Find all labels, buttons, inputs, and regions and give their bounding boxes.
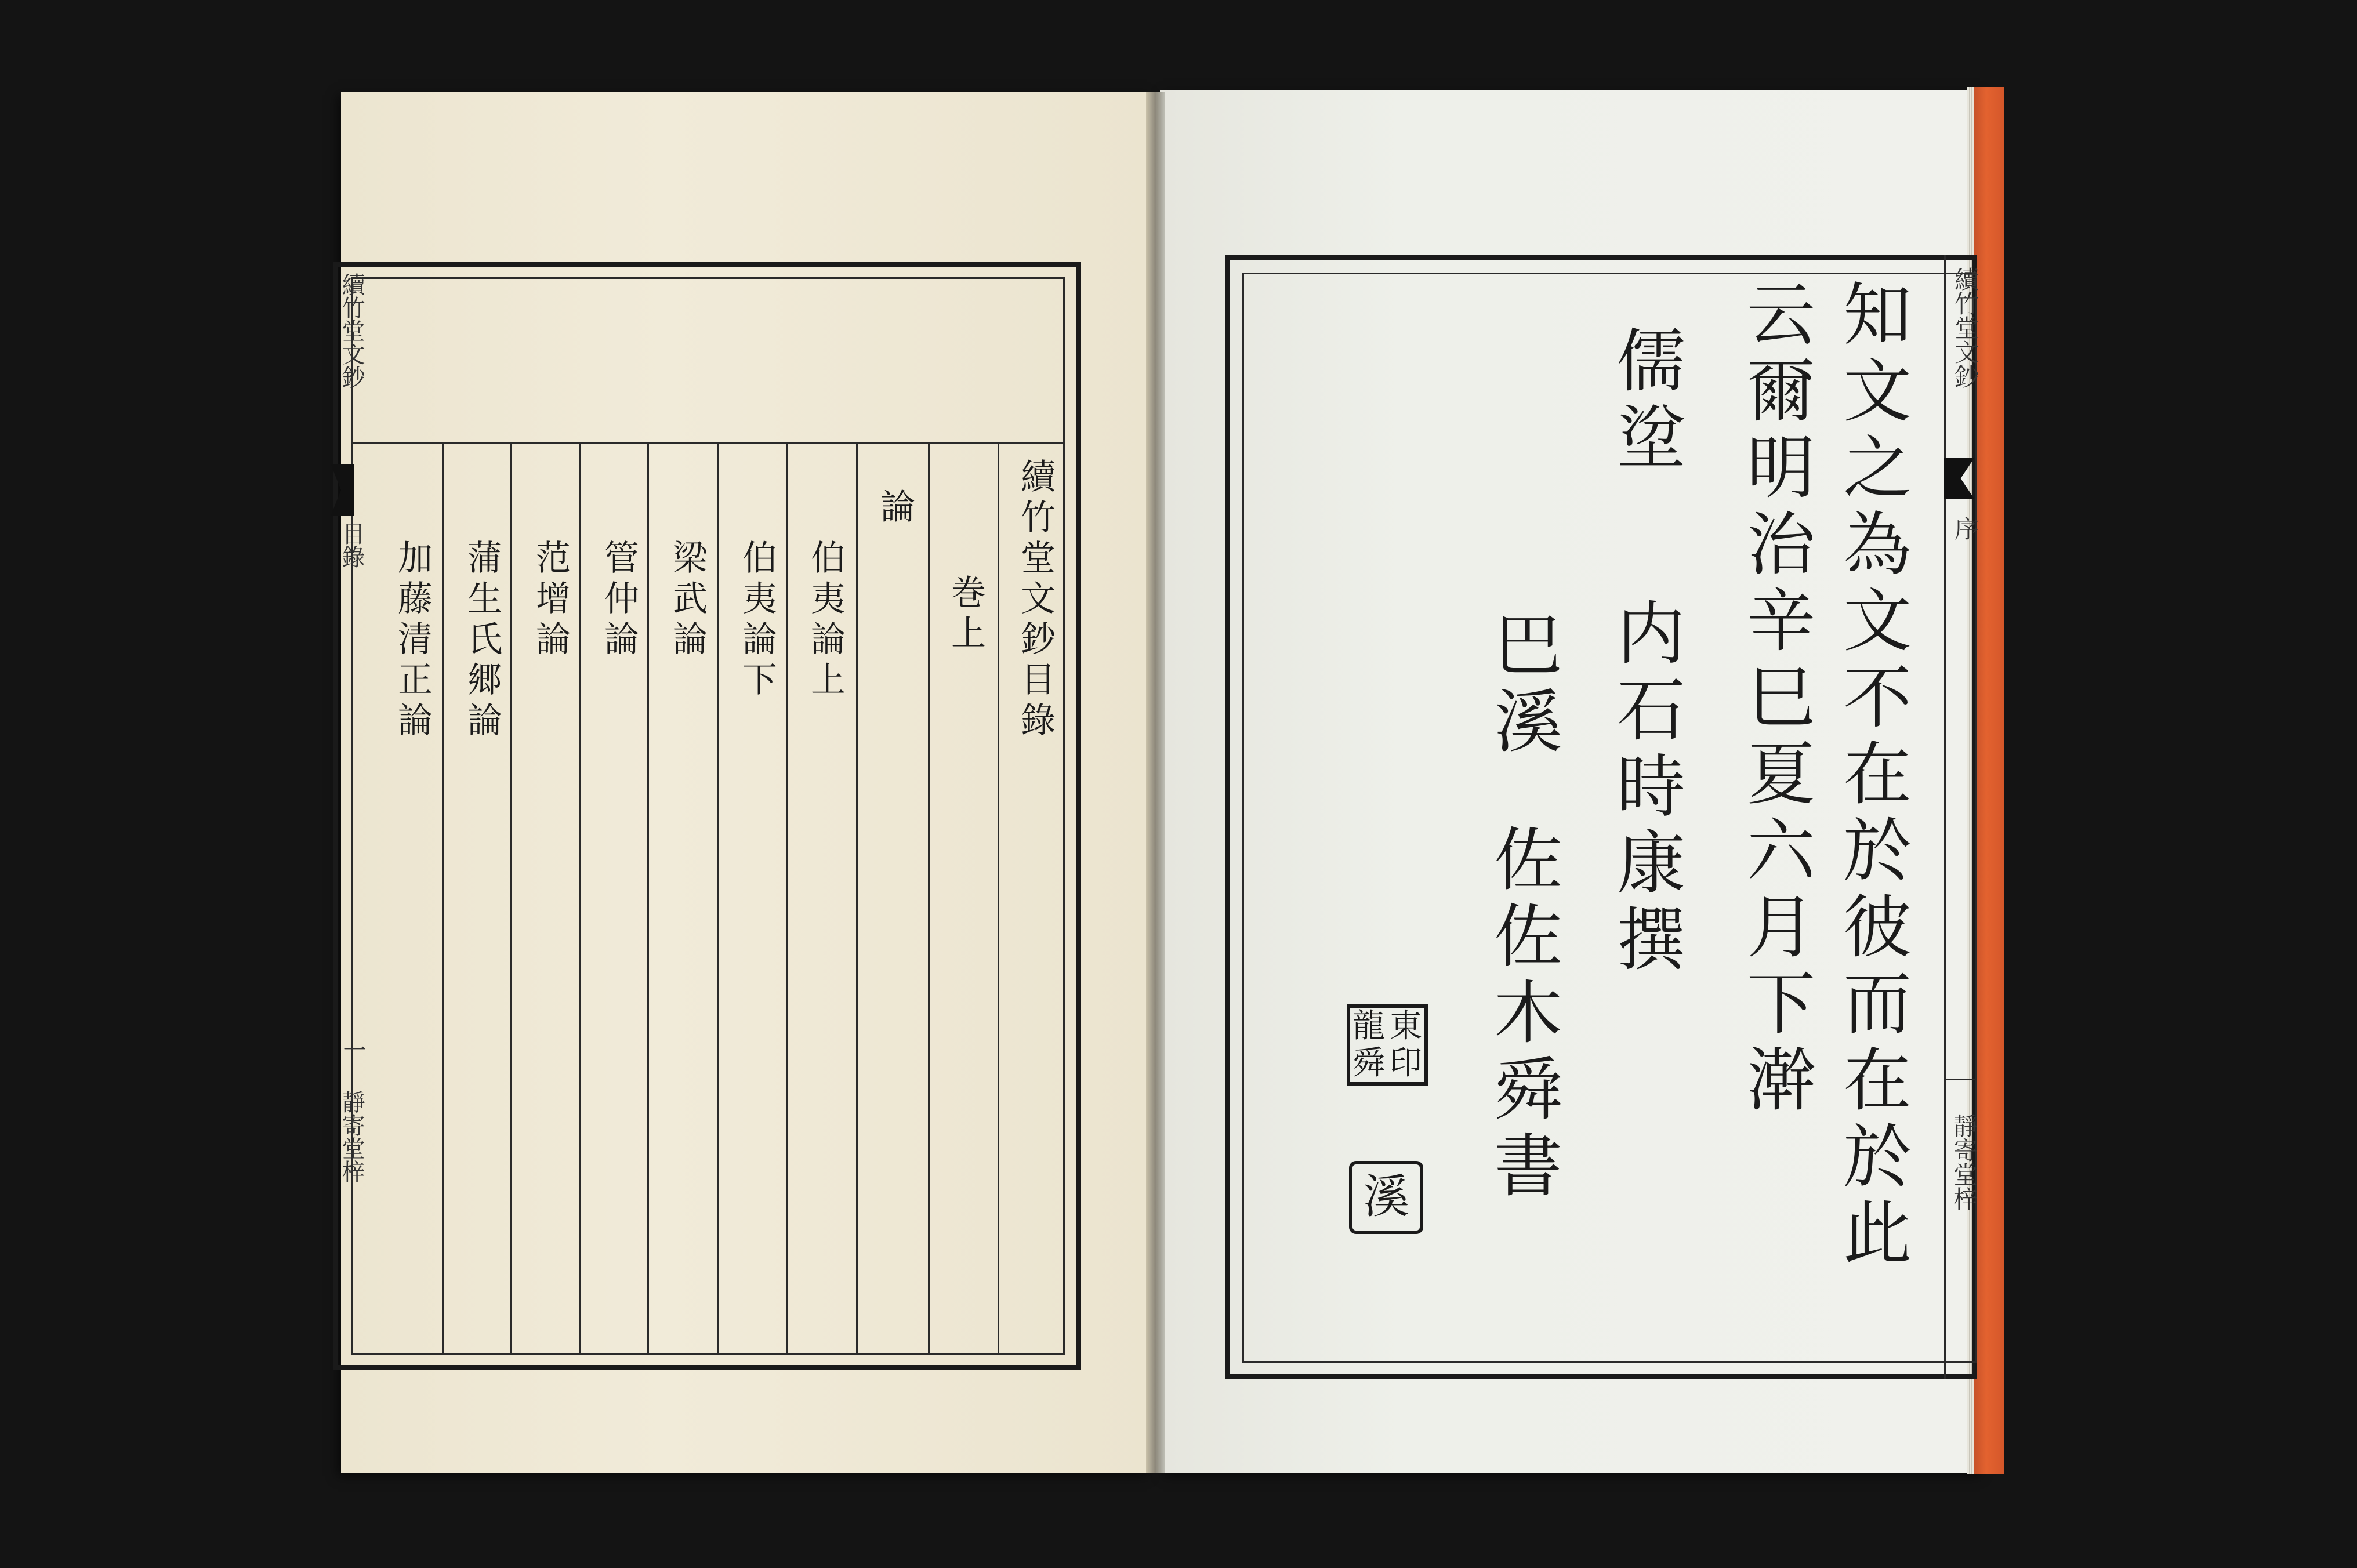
preface-author-name: 内石時康撰 (1605, 597, 1685, 980)
toc-column-rule (998, 442, 999, 1355)
toc-hashira-title: 續竹堂文鈔 (338, 273, 365, 389)
page-number: 一 (339, 1038, 366, 1061)
preface-calligrapher-name: 佐佐木舜書 (1482, 823, 1562, 1206)
toc-publisher-mark: 靜寄堂梓 (338, 1090, 365, 1183)
toc-header-rule (351, 442, 1065, 444)
toc-column-rule (928, 442, 930, 1355)
toc-item: 伯夷論下 (737, 539, 777, 702)
preface-author-title: 儒𡌂 (1605, 325, 1685, 478)
toc-item: 蒲生氏郷論 (462, 539, 502, 742)
toc-item: 管仲論 (599, 539, 639, 661)
toc-item: 伯夷論上 (805, 539, 846, 702)
toc-hashira-label: 目錄 (338, 522, 365, 568)
toc-column-rule (579, 442, 581, 1355)
toc-column-rule (717, 442, 719, 1355)
toc-column-rule (647, 442, 649, 1355)
toc-item: 加藤清正論 (392, 539, 433, 742)
preface-line: 知文之為文不在於彼而在於此 (1832, 278, 1912, 1273)
toc-inner-frame (351, 277, 1065, 1355)
toc-column-rule (510, 442, 512, 1355)
seal-stamp: 龍 東 舜 印 (1347, 1004, 1428, 1086)
preface-hashira-title: 續竹堂文鈔 (1951, 267, 1979, 389)
toc-hashira-column (331, 262, 354, 1370)
toc-column-rule (442, 442, 444, 1355)
toc-item: 范增論 (530, 539, 571, 661)
preface-calligrapher-origin: 巴溪 (1482, 609, 1562, 762)
seal-stamp: 溪 (1349, 1161, 1423, 1234)
toc-title: 續竹堂文鈔目錄 (1015, 458, 1056, 742)
book-gutter (1146, 92, 1165, 1473)
preface-date-line: 云爾明治辛巳夏六月下澣 (1735, 278, 1815, 1120)
toc-section: 論 (875, 488, 915, 523)
toc-column-rule (856, 442, 858, 1355)
toc-column-rule (786, 442, 788, 1355)
preface-publisher-mark: 靜寄堂梓 (1950, 1113, 1978, 1211)
toc-item: 梁武論 (667, 539, 708, 661)
toc-volume: 巻上 (945, 574, 986, 655)
preface-hashira-label: 序 (1951, 516, 1979, 540)
